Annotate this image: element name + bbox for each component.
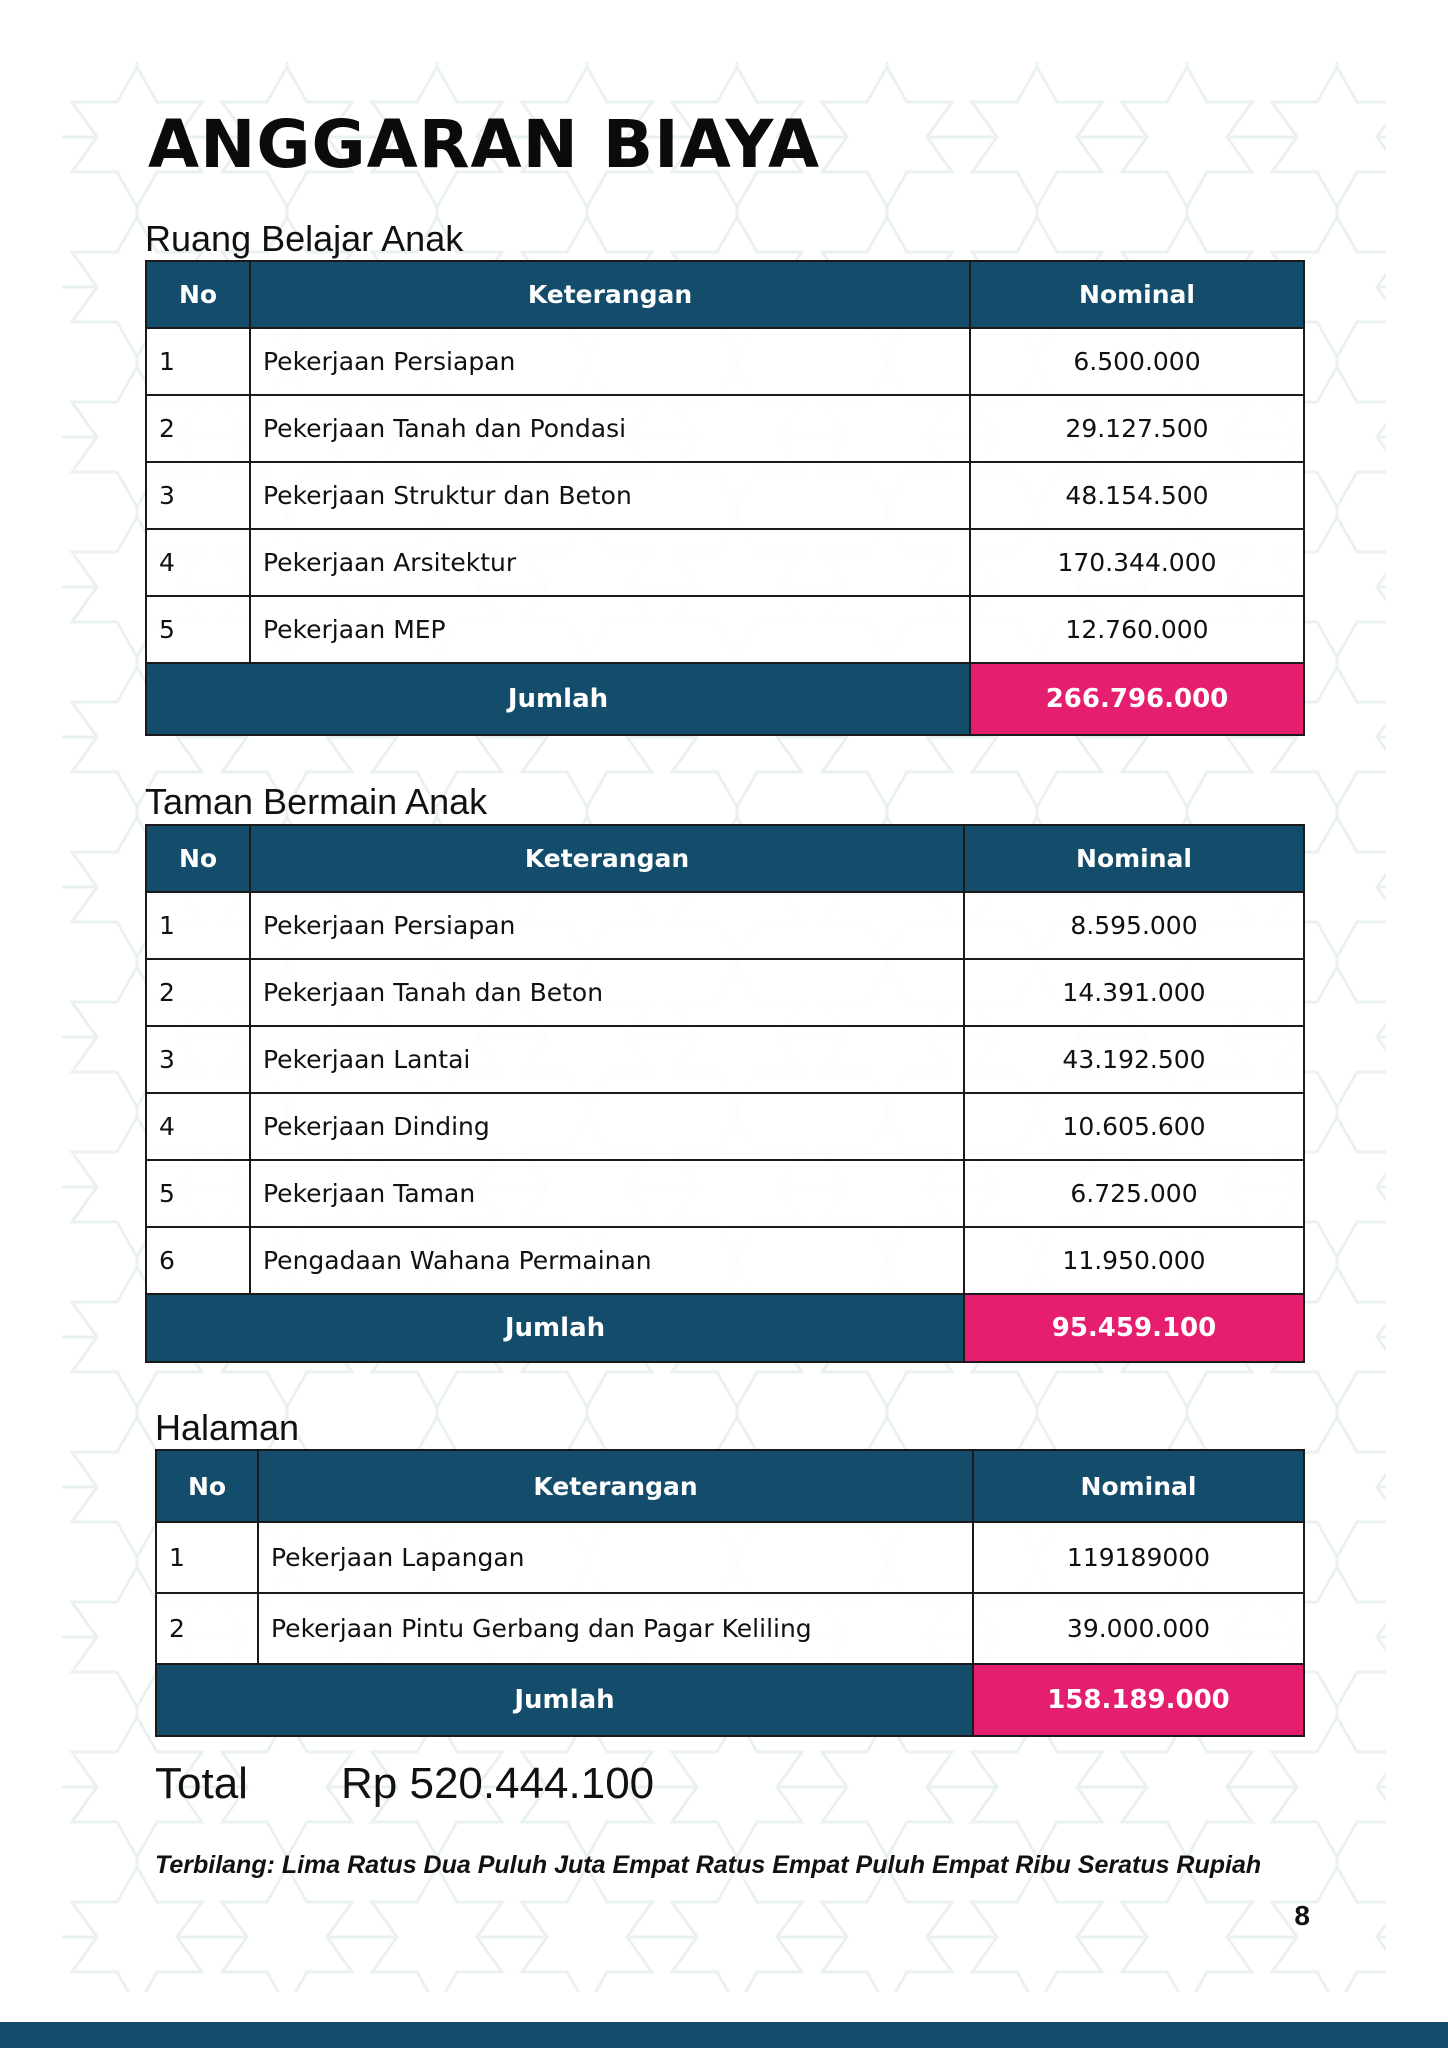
- row-keterangan: Pekerjaan Lantai: [250, 1026, 964, 1093]
- col-header-nominal: Nominal: [970, 261, 1304, 328]
- row-no: 1: [146, 892, 250, 959]
- total-value: 95.459.100: [964, 1294, 1304, 1362]
- row-keterangan: Pekerjaan Taman: [250, 1160, 964, 1227]
- section-title-ruang: Ruang Belajar Anak: [145, 218, 464, 259]
- table-row: [146, 959, 1304, 1026]
- table-row: [146, 395, 1304, 462]
- row-keterangan: Pekerjaan Persiapan: [250, 892, 964, 959]
- col-header-no: No: [146, 261, 250, 328]
- row-nominal: 48.154.500: [970, 462, 1304, 529]
- row-nominal: 10.605.600: [964, 1093, 1304, 1160]
- grand-total-label: Total: [155, 1759, 248, 1808]
- table-row: [146, 328, 1304, 395]
- section-title-halaman: Halaman: [155, 1407, 300, 1448]
- row-no: 2: [146, 959, 250, 1026]
- row-no: 2: [156, 1593, 258, 1664]
- table-row: [146, 462, 1304, 529]
- row-no: 1: [146, 328, 250, 395]
- row-keterangan: Pekerjaan Pintu Gerbang dan Pagar Keliling: [258, 1593, 973, 1664]
- row-nominal: 170.344.000: [970, 529, 1304, 596]
- row-keterangan: Pengadaan Wahana Permainan: [250, 1227, 964, 1294]
- row-nominal: 119189000: [973, 1522, 1304, 1593]
- row-nominal: 29.127.500: [970, 395, 1304, 462]
- row-no: 4: [146, 529, 250, 596]
- row-nominal: 8.595.000: [964, 892, 1304, 959]
- budget-table-halaman: [155, 1449, 1305, 1737]
- col-header-keterangan: Keterangan: [250, 825, 964, 892]
- row-nominal: 39.000.000: [973, 1593, 1304, 1664]
- row-nominal: 43.192.500: [964, 1026, 1304, 1093]
- row-no: 3: [146, 462, 250, 529]
- total-row: [146, 1294, 1304, 1362]
- terbilang-text: Terbilang: Lima Ratus Dua Puluh Juta Empat Ratus Empat Puluh Empat Ribu Seratus Rupiah: [155, 1851, 1262, 1879]
- table-row: [146, 1093, 1304, 1160]
- footer-bar: [0, 2022, 1448, 2048]
- table-row: [156, 1522, 1304, 1593]
- row-no: 4: [146, 1093, 250, 1160]
- row-nominal: 6.725.000: [964, 1160, 1304, 1227]
- row-nominal: 14.391.000: [964, 959, 1304, 1026]
- table-header-row: [146, 825, 1304, 892]
- table-row: [146, 1026, 1304, 1093]
- grand-total-value: Rp 520.444.100: [341, 1759, 655, 1808]
- page-title: ANGGARAN BIAYA: [148, 106, 821, 183]
- row-keterangan: Pekerjaan Dinding: [250, 1093, 964, 1160]
- col-header-nominal: Nominal: [973, 1450, 1304, 1522]
- row-keterangan: Pekerjaan Tanah dan Pondasi: [250, 395, 970, 462]
- total-label: Jumlah: [146, 663, 970, 735]
- total-label: Jumlah: [146, 1294, 964, 1362]
- row-nominal: 6.500.000: [970, 328, 1304, 395]
- table-row: [146, 892, 1304, 959]
- row-keterangan: Pekerjaan MEP: [250, 596, 970, 663]
- table-header-row: [146, 261, 1304, 328]
- col-header-keterangan: Keterangan: [250, 261, 970, 328]
- page-number: 8: [1294, 1900, 1310, 1931]
- total-label: Jumlah: [156, 1664, 973, 1736]
- table-header-row: [156, 1450, 1304, 1522]
- col-header-no: No: [146, 825, 250, 892]
- total-value: 158.189.000: [973, 1664, 1304, 1736]
- row-nominal: 12.760.000: [970, 596, 1304, 663]
- row-no: 5: [146, 1160, 250, 1227]
- budget-table-taman: [145, 824, 1305, 1363]
- row-keterangan: Pekerjaan Lapangan: [258, 1522, 973, 1593]
- table-row: [146, 1160, 1304, 1227]
- row-no: 2: [146, 395, 250, 462]
- col-header-keterangan: Keterangan: [258, 1450, 973, 1522]
- row-keterangan: Pekerjaan Tanah dan Beton: [250, 959, 964, 1026]
- row-no: 1: [156, 1522, 258, 1593]
- row-no: 6: [146, 1227, 250, 1294]
- total-value: 266.796.000: [970, 663, 1304, 735]
- col-header-nominal: Nominal: [964, 825, 1304, 892]
- table-row: [146, 1227, 1304, 1294]
- row-keterangan: Pekerjaan Arsitektur: [250, 529, 970, 596]
- budget-table-ruang: [145, 260, 1305, 736]
- table-row: [146, 529, 1304, 596]
- row-keterangan: Pekerjaan Struktur dan Beton: [250, 462, 970, 529]
- row-keterangan: Pekerjaan Persiapan: [250, 328, 970, 395]
- row-nominal: 11.950.000: [964, 1227, 1304, 1294]
- row-no: 3: [146, 1026, 250, 1093]
- total-row: [156, 1664, 1304, 1736]
- total-row: [146, 663, 1304, 735]
- table-row: [146, 596, 1304, 663]
- table-row: [156, 1593, 1304, 1664]
- section-title-taman: Taman Bermain Anak: [145, 781, 488, 822]
- row-no: 5: [146, 596, 250, 663]
- col-header-no: No: [156, 1450, 258, 1522]
